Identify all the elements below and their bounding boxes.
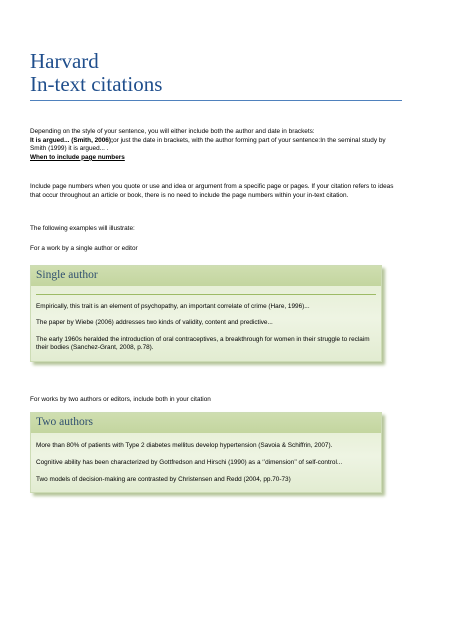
intro-text-2: or just the date in brackets, with the author forming part of your sentence:In the seminal study by Smith (1999) it is argued... . [30, 136, 386, 153]
page-numbers-heading: When to include page numbers [30, 153, 125, 161]
example-item: The early 1960s heralded the introduction of oral contraceptives, a breakthrough for women in their struggle to reclaim their bodies (Sanchez-Grant, 2008, p.78). [36, 335, 370, 352]
example-item: The paper by Wiebe (2006) addresses two kinds of validity, content and predictive... [36, 319, 273, 327]
example-item: Cognitive ability has been characterized by Gottfredson and Hirschi (1990) as a ‘’dimension’’ of self-control... [36, 459, 343, 467]
title-line-1: Harvard [30, 49, 99, 73]
examples-intro: The following examples will illustrate: [30, 225, 135, 232]
example-item: Empirically, this trait is an element of psychopathy, an important correlate of crime (Hare, 1996)... [36, 303, 310, 310]
intro-example-bold: It is argued... (Smith, 2006); [30, 136, 114, 144]
box-divider [36, 294, 376, 295]
title-line-2: In-text citations [30, 72, 163, 96]
single-author-box [30, 265, 382, 362]
single-author-intro: For a work by a single author or editor [30, 245, 138, 252]
intro-text: Depending on the style of your sentence, you will either include both the author and date in brackets: [30, 128, 315, 135]
page-title [30, 50, 402, 101]
page-numbers-paragraph: Include page numbers when you quote or use and idea or argument from a specific page or pages. If your citation refers to ideas that occur throughout an article or book, there is no need to include the page numbers within your in-text citation. [30, 183, 394, 199]
two-authors-heading: Two authors [31, 413, 381, 433]
two-authors-box [30, 412, 382, 493]
single-author-heading: Single author [31, 266, 381, 286]
intro-paragraph [30, 128, 402, 162]
example-item: Two models of decision-making are contrasted by Christensen and Redd (2004, pp.70-73) [36, 475, 291, 483]
two-authors-intro: For works by two authors or editors, include both in your citation [30, 396, 211, 403]
example-item: More than 80% of patients with Type 2 diabetes mellitus develop hypertension (Savoia & Schiffrin, 2007). [36, 442, 333, 449]
